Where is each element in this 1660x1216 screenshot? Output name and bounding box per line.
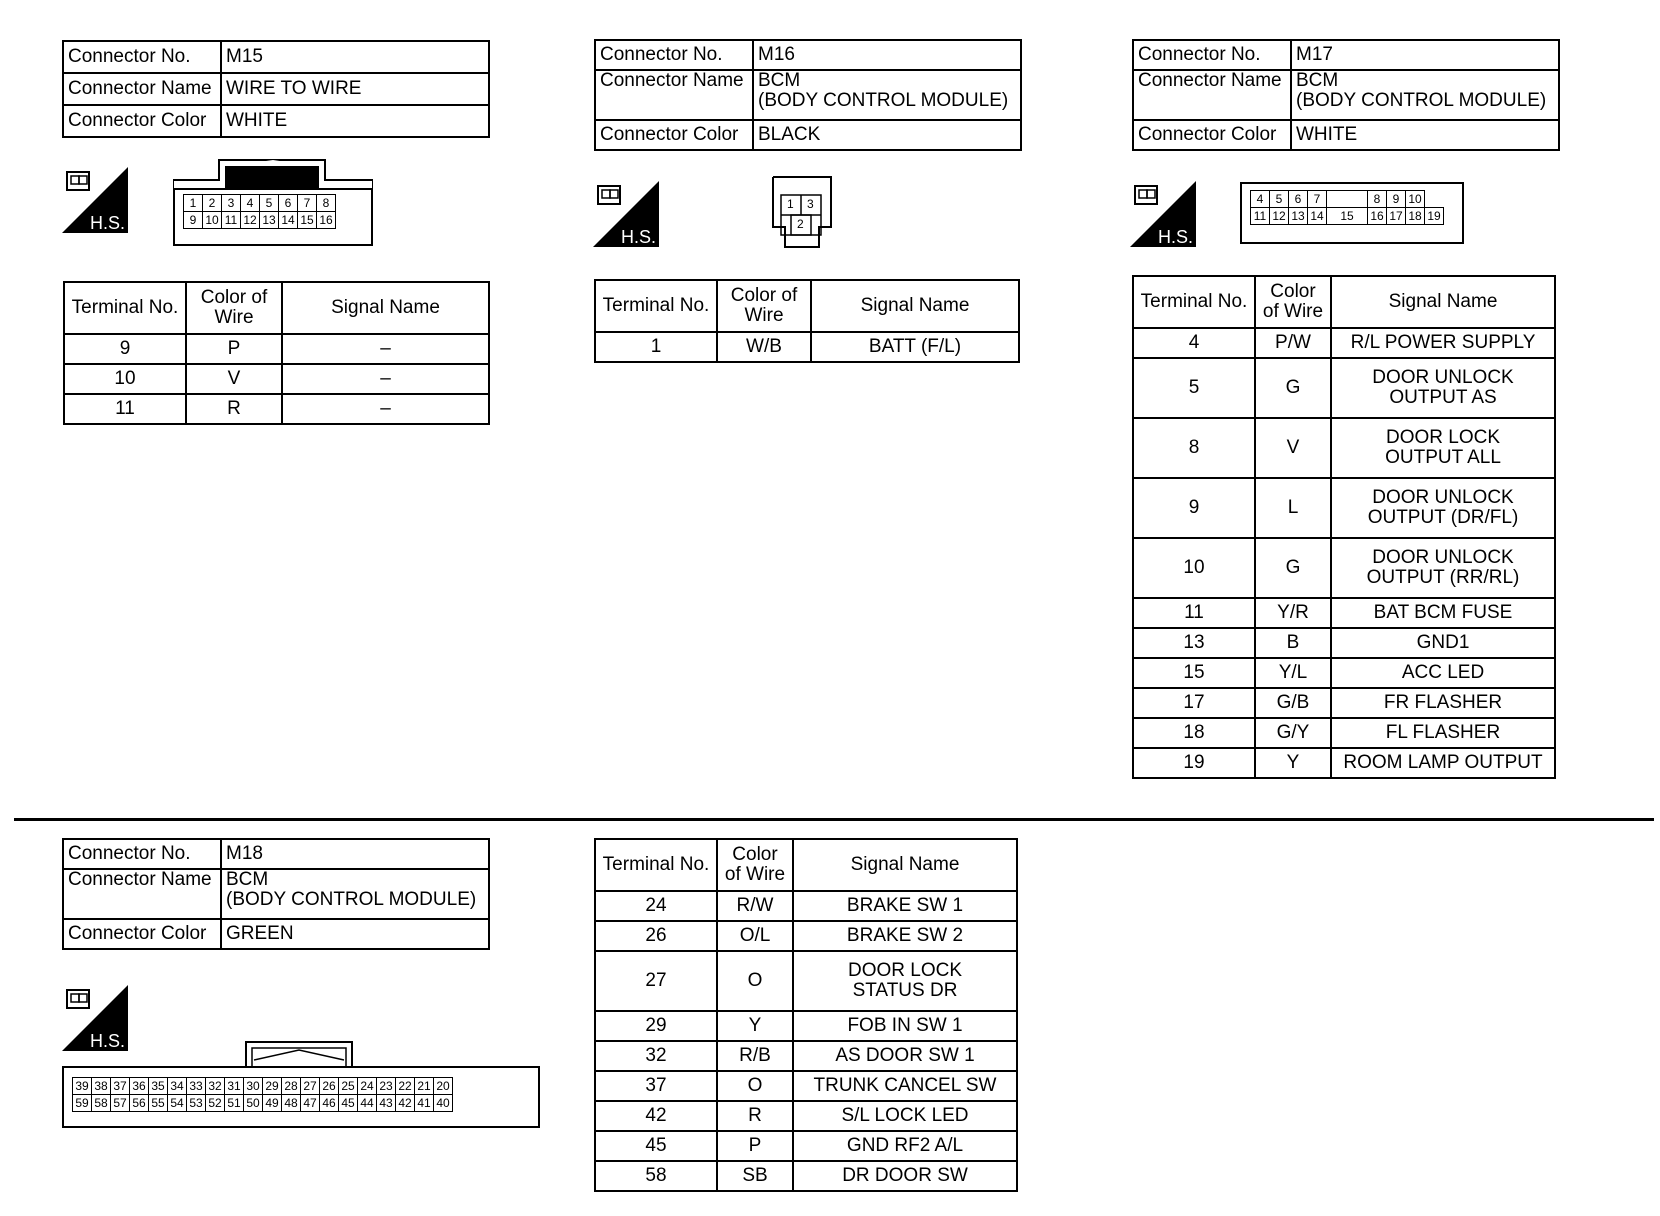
signal-name-cell: FOB IN SW 1 <box>793 1011 1017 1041</box>
connector-pin: 59 <box>73 1095 92 1112</box>
m16-connector-no-label: Connector No. <box>595 40 753 70</box>
m17-pins-bottom-row <box>1251 208 1444 225</box>
connector-pin: 18 <box>1406 208 1425 225</box>
connector-pin: 4 <box>241 195 260 212</box>
connector-pin: 14 <box>279 212 298 229</box>
table-row <box>1133 718 1555 748</box>
wire-color-cell: SB <box>717 1161 793 1191</box>
terminal-no-cell: 29 <box>595 1011 717 1041</box>
wire-color-cell: O <box>717 1071 793 1101</box>
wire-color-cell: G/Y <box>1255 718 1331 748</box>
m17-hs-label: H.S. <box>1158 227 1194 247</box>
connector-pin: 22 <box>396 1078 415 1095</box>
connector-pin: 27 <box>301 1078 320 1095</box>
m18-connector-diagram <box>62 1040 540 1130</box>
signal-name-cell: R/L POWER SUPPLY <box>1331 328 1555 358</box>
connector-pin: 24 <box>358 1078 377 1095</box>
wire-color-cell: Y <box>1255 748 1331 778</box>
m18-header-signal: Signal Name <box>793 839 1017 891</box>
table-row <box>64 394 489 424</box>
terminal-no-cell: 5 <box>1133 358 1255 418</box>
connector-pin: 10 <box>1406 191 1425 208</box>
table-row <box>595 921 1017 951</box>
signal-name-cell: TRUNK CANCEL SW <box>793 1071 1017 1101</box>
wire-color-cell: P/W <box>1255 328 1331 358</box>
signal-name-cell: ROOM LAMP OUTPUT <box>1331 748 1555 778</box>
connector-pin: 36 <box>130 1078 149 1095</box>
terminal-no-cell: 42 <box>595 1101 717 1131</box>
connector-pin: 21 <box>415 1078 434 1095</box>
terminal-no-cell: 58 <box>595 1161 717 1191</box>
connector-pin: 1 <box>184 195 203 212</box>
connector-pin: 19 <box>1425 208 1444 225</box>
table-row <box>595 1161 1017 1191</box>
connector-pin: 8 <box>1368 191 1387 208</box>
m17-connector-no-label: Connector No. <box>1133 40 1291 70</box>
m17-terminal-table <box>1132 275 1556 779</box>
connector-pin: 33 <box>187 1078 206 1095</box>
terminal-no-cell: 37 <box>595 1071 717 1101</box>
connector-pin: 7 <box>1308 191 1327 208</box>
terminal-no-cell: 19 <box>1133 748 1255 778</box>
table-row <box>595 1041 1017 1071</box>
signal-name-cell: BATT (F/L) <box>811 332 1019 362</box>
connector-pin: 15 <box>298 212 317 229</box>
wire-color-cell: W/B <box>717 332 811 362</box>
terminal-no-cell: 26 <box>595 921 717 951</box>
signal-name-cell: DOOR LOCK OUTPUT ALL <box>1331 418 1555 478</box>
table-row <box>595 1101 1017 1131</box>
m15-connector-no-label: Connector No. <box>63 41 221 73</box>
m16-header-signal: Signal Name <box>811 280 1019 332</box>
connector-pin: 46 <box>320 1095 339 1112</box>
m16-pin-2: 2 <box>797 217 804 231</box>
m18-pins-top-row <box>73 1078 453 1095</box>
connector-pin: 16 <box>317 212 336 229</box>
signal-name-cell: FR FLASHER <box>1331 688 1555 718</box>
table-row <box>1133 748 1555 778</box>
table-row <box>1133 658 1555 688</box>
m15-header-color: Color of Wire <box>186 282 282 334</box>
terminal-no-cell: 4 <box>1133 328 1255 358</box>
m18-connector-color-label: Connector Color <box>63 919 221 949</box>
connector-pin: 52 <box>206 1095 225 1112</box>
connector-pin: 25 <box>339 1078 358 1095</box>
connector-pin: 45 <box>339 1095 358 1112</box>
m18-connector-no-label: Connector No. <box>63 839 221 869</box>
connector-pin: 35 <box>149 1078 168 1095</box>
wire-color-cell: R <box>717 1101 793 1131</box>
m17-header-signal: Signal Name <box>1331 276 1555 328</box>
m16-terminal-table <box>594 279 1020 363</box>
connector-pin: 57 <box>111 1095 130 1112</box>
m16-connector-name-value: BCM (BODY CONTROL MODULE) <box>753 70 1021 120</box>
connector-pin: 31 <box>225 1078 244 1095</box>
m15-connector-color-value: WHITE <box>221 105 489 137</box>
terminal-no-cell: 27 <box>595 951 717 1011</box>
connector-pin: 13 <box>260 212 279 229</box>
m17-header-color: Color of Wire <box>1255 276 1331 328</box>
connector-pin: 12 <box>1270 208 1289 225</box>
terminal-no-cell: 13 <box>1133 628 1255 658</box>
signal-name-cell: BAT BCM FUSE <box>1331 598 1555 628</box>
signal-name-cell: DR DOOR SW <box>793 1161 1017 1191</box>
m18-terminal-table <box>594 838 1018 1192</box>
terminal-no-cell: 9 <box>1133 478 1255 538</box>
m18-pins-bottom-row <box>73 1095 453 1112</box>
m16-connector-color-label: Connector Color <box>595 120 753 150</box>
wire-color-cell: R/W <box>717 891 793 921</box>
table-row <box>595 1071 1017 1101</box>
wire-color-cell: O <box>717 951 793 1011</box>
table-row <box>1133 688 1555 718</box>
wire-color-cell: R/B <box>717 1041 793 1071</box>
connector-pin: 51 <box>225 1095 244 1112</box>
connector-pin: 50 <box>244 1095 263 1112</box>
connector-pin: 48 <box>282 1095 301 1112</box>
wire-color-cell: P <box>186 334 282 364</box>
connector-pin: 16 <box>1368 208 1387 225</box>
terminal-no-cell: 24 <box>595 891 717 921</box>
wire-color-cell: Y <box>717 1011 793 1041</box>
signal-name-cell: AS DOOR SW 1 <box>793 1041 1017 1071</box>
connector-pin: 47 <box>301 1095 320 1112</box>
m17-hs-icon <box>1130 181 1196 247</box>
signal-name-cell: – <box>282 394 489 424</box>
m15-connector-name-label: Connector Name <box>63 73 221 105</box>
wire-color-cell: L <box>1255 478 1331 538</box>
connector-pin: 3 <box>222 195 241 212</box>
connector-pin: 41 <box>415 1095 434 1112</box>
terminal-no-cell: 1 <box>595 332 717 362</box>
connector-pin: 58 <box>92 1095 111 1112</box>
connector-pin: 2 <box>203 195 222 212</box>
m15-connector-name-value: WIRE TO WIRE <box>221 73 489 105</box>
connector-pin: 40 <box>434 1095 453 1112</box>
m16-hs-icon <box>593 181 659 247</box>
m18-connector-name-label: Connector Name <box>63 869 221 919</box>
connector-pin: 6 <box>279 195 298 212</box>
m15-pins-bottom-row <box>184 212 336 229</box>
m18-connector-color-value: GREEN <box>221 919 489 949</box>
signal-name-cell: DOOR UNLOCK OUTPUT (RR/RL) <box>1331 538 1555 598</box>
m15-hs-label: H.S. <box>90 213 126 233</box>
connector-pin: 38 <box>92 1078 111 1095</box>
m16-header-color: Color of Wire <box>717 280 811 332</box>
m15-connector-diagram <box>173 158 373 246</box>
connector-pin: 39 <box>73 1078 92 1095</box>
m18-info-table <box>62 838 490 950</box>
table-row <box>1133 598 1555 628</box>
connector-pin: 49 <box>263 1095 282 1112</box>
terminal-no-cell: 18 <box>1133 718 1255 748</box>
connector-pin: 8 <box>317 195 336 212</box>
connector-pin: 26 <box>320 1078 339 1095</box>
section-divider <box>14 818 1654 821</box>
signal-name-cell: S/L LOCK LED <box>793 1101 1017 1131</box>
terminal-no-cell: 8 <box>1133 418 1255 478</box>
connector-pin: 7 <box>298 195 317 212</box>
table-row <box>64 364 489 394</box>
connector-pin: 53 <box>187 1095 206 1112</box>
table-row <box>1133 628 1555 658</box>
connector-pin: 28 <box>282 1078 301 1095</box>
m15-info-table <box>62 40 490 138</box>
terminal-no-cell: 15 <box>1133 658 1255 688</box>
m17-pins-top-row <box>1251 191 1444 208</box>
connector-pin: 15 <box>1327 208 1368 225</box>
connector-pin: 32 <box>206 1078 225 1095</box>
connector-pin: 43 <box>377 1095 396 1112</box>
signal-name-cell: ACC LED <box>1331 658 1555 688</box>
m17-connector-name-label: Connector Name <box>1133 70 1291 120</box>
wire-color-cell: Y/R <box>1255 598 1331 628</box>
m15-connector-color-label: Connector Color <box>63 105 221 137</box>
m15-terminal-table <box>63 281 490 425</box>
terminal-no-cell: 45 <box>595 1131 717 1161</box>
signal-name-cell: FL FLASHER <box>1331 718 1555 748</box>
terminal-no-cell: 11 <box>64 394 186 424</box>
connector-pin: 6 <box>1289 191 1308 208</box>
wire-color-cell: O/L <box>717 921 793 951</box>
signal-name-cell: DOOR UNLOCK OUTPUT (DR/FL) <box>1331 478 1555 538</box>
m16-connector-name-label: Connector Name <box>595 70 753 120</box>
wire-color-cell: G <box>1255 358 1331 418</box>
m15-header-terminal: Terminal No. <box>64 282 186 334</box>
wire-color-cell: G/B <box>1255 688 1331 718</box>
connector-pin: 9 <box>1387 191 1406 208</box>
table-row <box>64 334 489 364</box>
signal-name-cell: DOOR UNLOCK OUTPUT AS <box>1331 358 1555 418</box>
m16-hs-label: H.S. <box>621 227 657 247</box>
m16-connector-color-value: BLACK <box>753 120 1021 150</box>
connector-pin: 11 <box>1251 208 1270 225</box>
terminal-no-cell: 17 <box>1133 688 1255 718</box>
m17-connector-color-label: Connector Color <box>1133 120 1291 150</box>
m18-header-color: Color of Wire <box>717 839 793 891</box>
m17-header-terminal: Terminal No. <box>1133 276 1255 328</box>
m16-info-table <box>594 39 1022 151</box>
connector-pin: 42 <box>396 1095 415 1112</box>
terminal-no-cell: 10 <box>1133 538 1255 598</box>
connector-pin: 9 <box>184 212 203 229</box>
table-row <box>1133 358 1555 418</box>
connector-pin: 11 <box>222 212 241 229</box>
connector-pin: 14 <box>1308 208 1327 225</box>
connector-pin: 55 <box>149 1095 168 1112</box>
connector-pin: 23 <box>377 1078 396 1095</box>
connector-pin <box>1327 191 1368 208</box>
m18-hs-label: H.S. <box>90 1031 126 1051</box>
signal-name-cell: BRAKE SW 1 <box>793 891 1017 921</box>
signal-name-cell: BRAKE SW 2 <box>793 921 1017 951</box>
connector-pin: 20 <box>434 1078 453 1095</box>
table-row <box>595 951 1017 1011</box>
terminal-no-cell: 9 <box>64 334 186 364</box>
m17-connector-color-value: WHITE <box>1291 120 1559 150</box>
connector-pin: 34 <box>168 1078 187 1095</box>
terminal-no-cell: 10 <box>64 364 186 394</box>
connector-pin: 37 <box>111 1078 130 1095</box>
wire-color-cell: G <box>1255 538 1331 598</box>
m17-connector-no-value: M17 <box>1291 40 1559 70</box>
m16-pin-1: 1 <box>787 197 794 211</box>
signal-name-cell: – <box>282 334 489 364</box>
connector-pin: 30 <box>244 1078 263 1095</box>
m17-connector-diagram <box>1240 182 1464 244</box>
connector-pin: 13 <box>1289 208 1308 225</box>
m16-connector-no-value: M16 <box>753 40 1021 70</box>
signal-name-cell: GND1 <box>1331 628 1555 658</box>
signal-name-cell: GND RF2 A/L <box>793 1131 1017 1161</box>
wire-color-cell: P <box>717 1131 793 1161</box>
table-row <box>595 1131 1017 1161</box>
connector-pin: 10 <box>203 212 222 229</box>
connector-pin: 5 <box>260 195 279 212</box>
m16-header-terminal: Terminal No. <box>595 280 717 332</box>
table-row <box>1133 418 1555 478</box>
connector-pin: 5 <box>1270 191 1289 208</box>
m18-connector-no-value: M18 <box>221 839 489 869</box>
table-row <box>595 332 1019 362</box>
table-row <box>1133 478 1555 538</box>
connector-pin: 4 <box>1251 191 1270 208</box>
m15-hs-icon <box>62 167 128 233</box>
table-row <box>595 891 1017 921</box>
table-row <box>1133 538 1555 598</box>
signal-name-cell: DOOR LOCK STATUS DR <box>793 951 1017 1011</box>
connector-pin: 29 <box>263 1078 282 1095</box>
connector-pin: 12 <box>241 212 260 229</box>
table-row <box>1133 328 1555 358</box>
terminal-no-cell: 11 <box>1133 598 1255 628</box>
table-row <box>595 1011 1017 1041</box>
connector-pin: 44 <box>358 1095 377 1112</box>
connector-pin: 54 <box>168 1095 187 1112</box>
wire-color-cell: V <box>186 364 282 394</box>
m15-connector-no-value: M15 <box>221 41 489 73</box>
connector-pin: 17 <box>1387 208 1406 225</box>
connector-pin: 56 <box>130 1095 149 1112</box>
m16-pin-3: 3 <box>807 197 814 211</box>
wire-color-cell: V <box>1255 418 1331 478</box>
terminal-no-cell: 32 <box>595 1041 717 1071</box>
m16-connector-diagram <box>771 175 833 249</box>
wire-color-cell: Y/L <box>1255 658 1331 688</box>
m17-info-table <box>1132 39 1560 151</box>
signal-name-cell: – <box>282 364 489 394</box>
wire-color-cell: B <box>1255 628 1331 658</box>
wire-color-cell: R <box>186 394 282 424</box>
m15-pins-top-row <box>184 195 336 212</box>
m17-connector-name-value: BCM (BODY CONTROL MODULE) <box>1291 70 1559 120</box>
m18-header-terminal: Terminal No. <box>595 839 717 891</box>
m15-header-signal: Signal Name <box>282 282 489 334</box>
m18-connector-name-value: BCM (BODY CONTROL MODULE) <box>221 869 489 919</box>
